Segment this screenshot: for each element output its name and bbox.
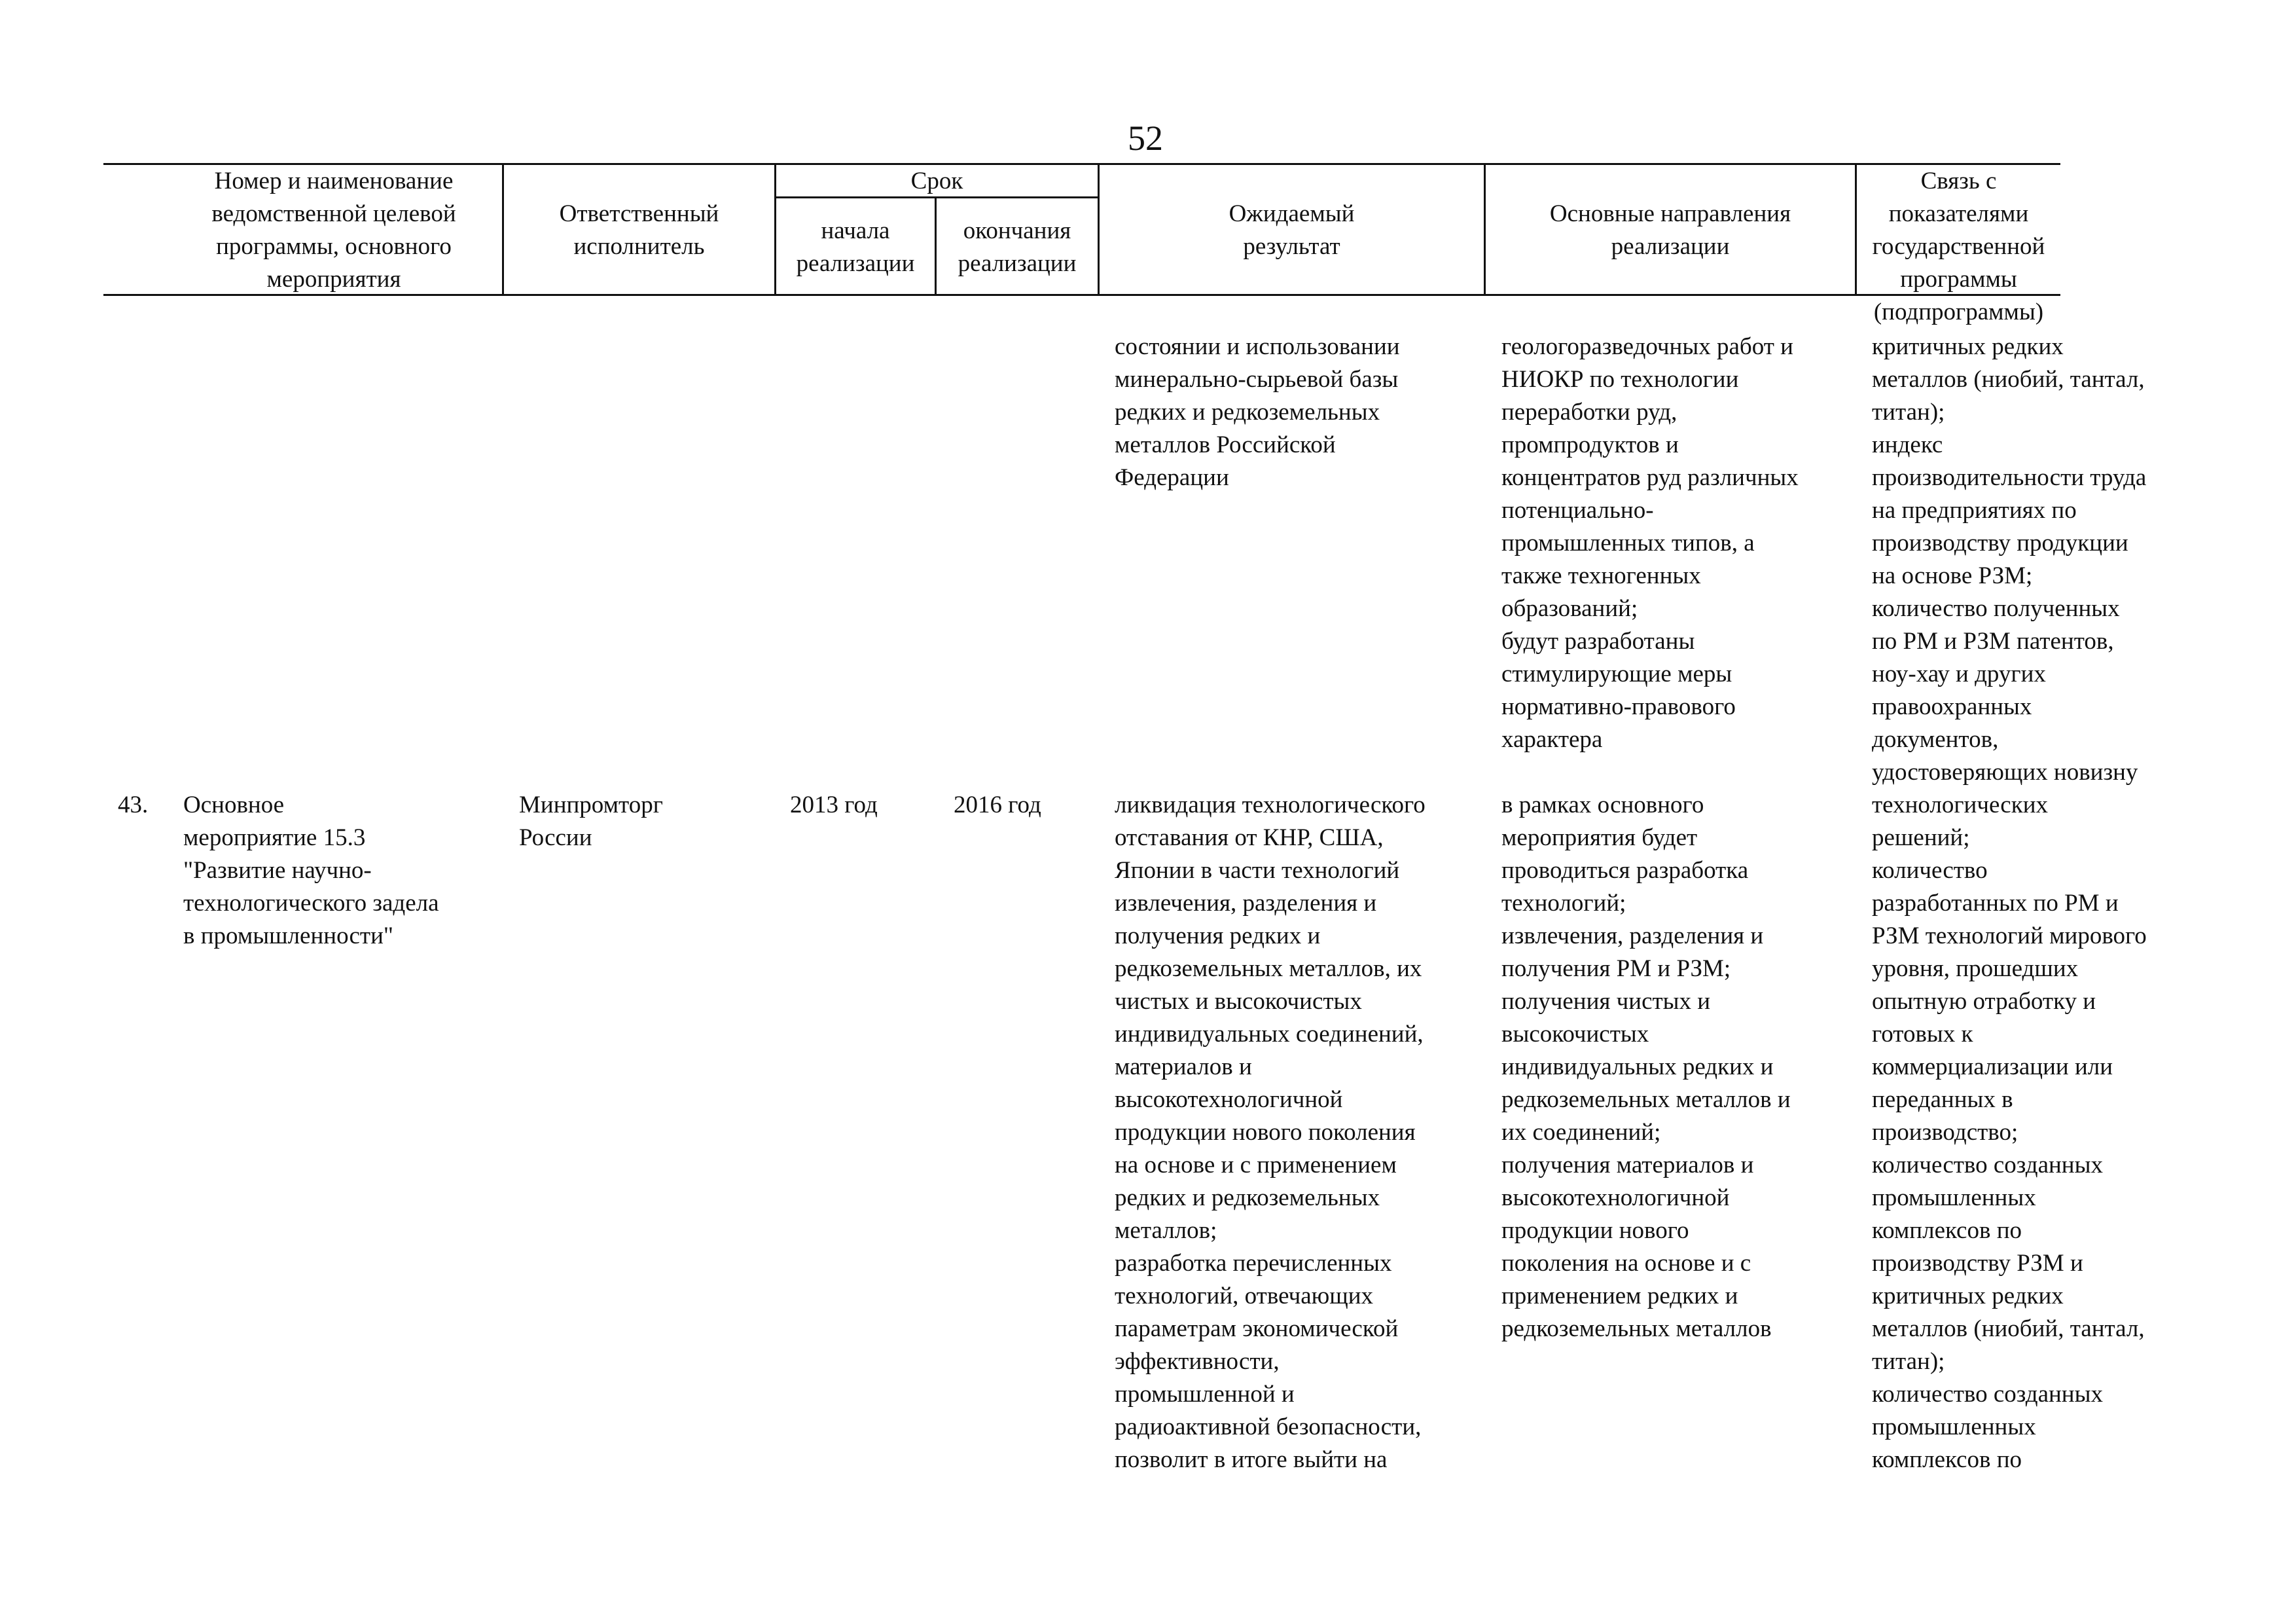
text-line: промышленных типов, а <box>1501 530 1755 556</box>
row-43-main-directions <box>1501 789 1791 1345</box>
text-line: решений; <box>1872 824 1970 851</box>
text-line: получения редких и <box>1115 922 1321 949</box>
text-line: извлечения, разделения и <box>1115 890 1377 917</box>
text-line: производительности труда <box>1872 464 2147 491</box>
header-start: начала реализации <box>796 217 915 277</box>
text-line: переданных в <box>1872 1086 2013 1113</box>
text-line: минерально-сырьевой базы <box>1115 366 1399 393</box>
text-line: производству РЗМ и <box>1872 1250 2083 1277</box>
text-line: ноу-хау и других <box>1872 661 2046 687</box>
text-line: правоохранных <box>1872 693 2032 720</box>
row-43-end-year: 2016 год <box>954 792 1041 818</box>
text-line: металлов Российской <box>1115 431 1336 458</box>
text-line: индивидуальных редких и <box>1501 1053 1774 1080</box>
text-line: редких и редкоземельных <box>1115 1184 1380 1211</box>
header-end: окончания реализации <box>958 217 1077 277</box>
text-line: технологий; <box>1501 890 1626 917</box>
text-line: производство; <box>1872 1119 2018 1146</box>
text-line: геологоразведочных работ и <box>1501 333 1793 360</box>
header-indicators: Связь с показателями государственной программы (подпрограммы) <box>1872 168 2045 325</box>
header-program-name: Номер и наименование ведомственной целевой программы, основного мероприятия <box>211 168 456 293</box>
text-line: количество полученных <box>1872 595 2120 622</box>
text-line: промышленной и <box>1115 1381 1295 1408</box>
text-line: разработанных по РМ и <box>1872 890 2119 917</box>
text-line: титан); <box>1872 399 1945 426</box>
text-line: характера <box>1501 726 1603 753</box>
row-43-number: 43. <box>118 792 149 818</box>
text-line: отставания от КНР, США, <box>1115 824 1384 851</box>
text-line: Японии в части технологий <box>1115 857 1400 884</box>
text-line: ликвидация технологического <box>1115 792 1426 818</box>
continuation-result <box>1115 331 1400 494</box>
text-line: индивидуальных соединений, <box>1115 1021 1424 1048</box>
text-line: переработки руд, <box>1501 399 1677 426</box>
text-line: по РМ и РЗМ патентов, <box>1872 628 2114 655</box>
text-line: "Развитие научно- <box>183 857 372 884</box>
text-line: количество <box>1872 857 1988 884</box>
text-line: позволит в итоге выйти на <box>1115 1446 1388 1473</box>
text-line: готовых к <box>1872 1021 1973 1048</box>
text-line: на предприятиях по <box>1872 497 2077 524</box>
text-line: редкоземельных металлов и <box>1501 1086 1791 1113</box>
text-line: редкоземельных металлов <box>1501 1315 1772 1342</box>
text-line: удостоверяющих новизну <box>1872 759 2138 786</box>
text-line: будут разработаны <box>1501 628 1695 655</box>
text-line: редких и редкоземельных <box>1115 399 1380 426</box>
text-line: получения материалов и <box>1501 1152 1754 1178</box>
text-line: высокотехнологичной <box>1501 1184 1730 1211</box>
text-line: получения чистых и <box>1501 988 1711 1015</box>
page-number: 52 <box>1128 119 1163 158</box>
text-line: на основе и с применением <box>1115 1152 1397 1178</box>
text-line: извлечения, разделения и <box>1501 922 1764 949</box>
indicators-column <box>1872 331 2147 1476</box>
text-line: Федерации <box>1115 464 1229 491</box>
text-line: РЗМ технологий мирового <box>1872 922 2147 949</box>
text-line: стимулирующие меры <box>1501 661 1732 687</box>
text-line: проводиться разработка <box>1501 857 1749 884</box>
text-line: комплексов по <box>1872 1217 2022 1244</box>
text-line: разработка перечисленных <box>1115 1250 1392 1277</box>
header-expected-result: Ожидаемый результат <box>1229 200 1355 260</box>
text-line: получения РМ и РЗМ; <box>1501 955 1731 982</box>
text-line: количество созданных <box>1872 1152 2103 1178</box>
text-line: опытную отработку и <box>1872 988 2096 1015</box>
text-line: критичных редких <box>1872 1283 2064 1309</box>
text-line: состоянии и использовании <box>1115 333 1400 360</box>
row-43-expected-result <box>1115 789 1426 1476</box>
text-line: их соединений; <box>1501 1119 1661 1146</box>
text-line: мероприятия будет <box>1501 824 1698 851</box>
text-line: параметрам экономической <box>1115 1315 1399 1342</box>
text-line: продукции нового <box>1501 1217 1689 1244</box>
text-line: радиоактивной безопасности, <box>1115 1413 1422 1440</box>
continuation-directions <box>1501 331 1799 756</box>
text-line: Минпромторг <box>519 792 663 818</box>
text-line: металлов (ниобий, тантал, <box>1872 366 2145 393</box>
header-main-directions: Основные направления реализации <box>1549 200 1791 260</box>
text-line: в промышленности" <box>183 922 393 949</box>
text-line: критичных редких <box>1872 333 2064 360</box>
text-line: образований; <box>1501 595 1638 622</box>
text-line: в рамках основного <box>1501 792 1704 818</box>
text-line: количество созданных <box>1872 1381 2103 1408</box>
text-line: потенциально- <box>1501 497 1654 524</box>
text-line: продукции нового поколения <box>1115 1119 1416 1146</box>
text-line: применением редких и <box>1501 1283 1738 1309</box>
text-line: эффективности, <box>1115 1348 1280 1375</box>
text-line: высокочистых <box>1501 1021 1649 1048</box>
text-line: технологического задела <box>183 890 439 917</box>
text-line: России <box>519 824 592 851</box>
text-line: уровня, прошедших <box>1872 955 2079 982</box>
text-line: концентратов руд различных <box>1501 464 1799 491</box>
row-43-program-name <box>183 789 439 953</box>
header-executor: Ответственный исполнитель <box>559 200 719 260</box>
text-line: комплексов по <box>1872 1446 2022 1473</box>
text-line: также техногенных <box>1501 562 1701 589</box>
text-line: нормативно-правового <box>1501 693 1736 720</box>
row-43-executor <box>519 789 663 854</box>
text-line: промышленных <box>1872 1413 2036 1440</box>
text-line: металлов (ниобий, тантал, <box>1872 1315 2145 1342</box>
text-line: материалов и <box>1115 1053 1252 1080</box>
text-line: редкоземельных металлов, их <box>1115 955 1422 982</box>
text-line: коммерциализации или <box>1872 1053 2113 1080</box>
text-line: НИОКР по технологии <box>1501 366 1739 393</box>
text-line: металлов; <box>1115 1217 1217 1244</box>
text-line: Основное <box>183 792 285 818</box>
text-line: технологий, отвечающих <box>1115 1283 1374 1309</box>
text-line: титан); <box>1872 1348 1945 1375</box>
text-line: промышленных <box>1872 1184 2036 1211</box>
text-line: документов, <box>1872 726 1999 753</box>
text-line: промпродуктов и <box>1501 431 1679 458</box>
text-line: производству продукции <box>1872 530 2128 556</box>
header-srok: Срок <box>910 168 963 194</box>
text-line: на основе РЗМ; <box>1872 562 2033 589</box>
text-line: технологических <box>1872 792 2049 818</box>
text-line: поколения на основе и с <box>1501 1250 1751 1277</box>
text-line: чистых и высокочистых <box>1115 988 1362 1015</box>
row-43-start-year: 2013 год <box>790 792 878 818</box>
text-line: индекс <box>1872 431 1943 458</box>
text-line: высокотехнологичной <box>1115 1086 1343 1113</box>
text-line: мероприятие 15.3 <box>183 824 366 851</box>
